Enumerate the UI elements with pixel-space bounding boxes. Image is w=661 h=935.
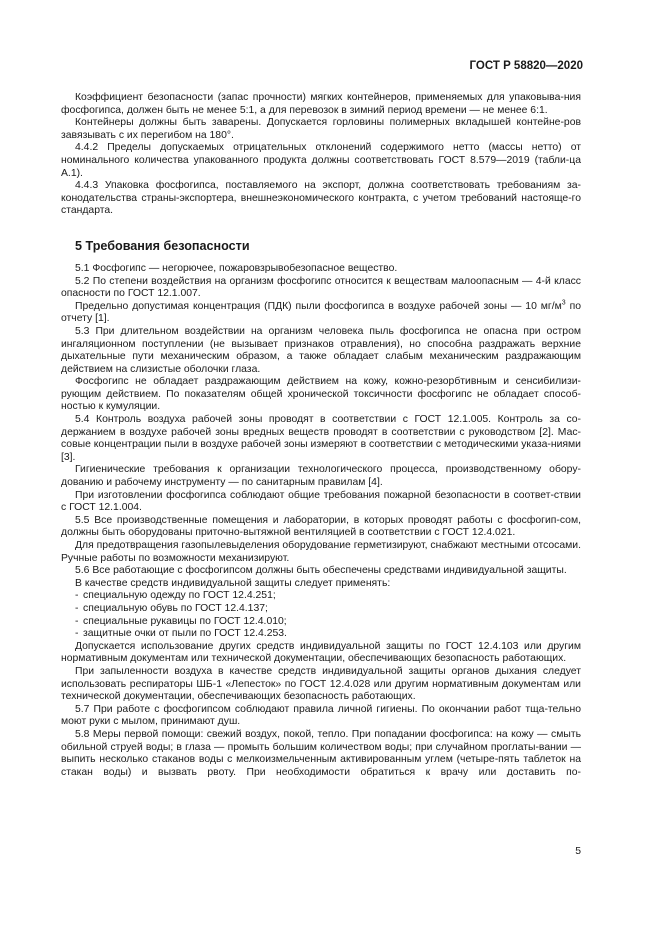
paragraph: Контейнеры должны быть заварены. Допускается горловины полимерных вкладышей контейне-ров завязывать с их перегибом на 180°.	[61, 117, 581, 141]
paragraph: 5.4 Контроль воздуха рабочей зоны проводят в соответствии с ГОСТ 12.1.005. Контроль за со-держанием в воздухе рабочей зоны вредных веществ проводят в соответствии с руководством [2]. Мас-совые концентрации пыли в воздухе рабочей зоны измеряют в соответствии с методическими указа-ниями [3].	[61, 414, 581, 463]
paragraph: Гигиенические требования к организации технологического процесса, производственному обору-дованию и рабочему инструменту — по санитарным правилам [4].	[61, 464, 581, 489]
paragraph: 5.1 Фосфогипс — негорючее, пожаровзрывобезопасное вещество.	[75, 262, 398, 274]
paragraph-pdk	[61, 301, 581, 326]
paragraph: 4.4.3 Упаковка фосфогипса, поставляемого на экспорт, должна соответствовать требованиям за-конодательства страны-экспортера, внешнеэкономического контракта, с учетом требований настояще-го стандарта.	[61, 180, 581, 217]
paragraph: Для предотвращения газопылевыделения оборудование герметизируют, снабжают местными отсосами. Ручные работы по возможности механизируют.	[61, 540, 581, 564]
paragraph: Фосфогипс не обладает раздражающим действием на кожу, кожно-резорбтивным и сенсибилизи-рующим действием. По показателям общей хронической токсичности фосфогипс не обладает способ-ностью к кумуляции.	[61, 376, 581, 413]
page-number: 5	[575, 846, 581, 857]
list-dash: -	[75, 590, 79, 602]
list-item	[61, 628, 581, 641]
paragraph: При изготовлении фосфогипса соблюдают общие требования пожарной безопасности в соответ-ствии с ГОСТ 12.1.004.	[61, 489, 581, 514]
paragraph: Допускается использование других средств индивидуальной защиты по ГОСТ 12.4.103 или другим нормативным документам или технической документации, обеспечивающих безопасность работающих.	[61, 640, 581, 665]
standard-header: ГОСТ Р 58820—2020	[469, 60, 583, 72]
list-item	[61, 616, 581, 629]
list-dash: -	[75, 615, 79, 627]
list-item-text: защитные очки от пыли по ГОСТ 12.4.253.	[83, 628, 287, 640]
paragraph: 5.6 Все работающие с фосфогипсом должны быть обеспечены средствами индивидуальной защиты.	[75, 565, 567, 577]
document-body	[61, 92, 581, 779]
paragraph: В качестве средств индивидуальной защиты следует применять:	[75, 577, 391, 589]
list-item-text: специальные рукавицы по ГОСТ 12.4.010;	[83, 615, 287, 627]
paragraph: 4.4.2 Пределы допускаемых отрицательных отклонений содержимого нетто (массы нетто) от номинального количества упакованного продукта должны соответствовать ГОСТ 8.579—2019 (табли-ца А.1).	[61, 142, 581, 179]
list-item	[61, 590, 581, 603]
paragraph: 5.7 При работе с фосфогипсом соблюдают правила личной гигиены. По окончании работ тща-тельно моют руки с мылом, принимают душ.	[61, 703, 581, 728]
paragraph: 5.8 Меры первой помощи: свежий воздух, покой, тепло. При попадании фосфогипса: на кожу — смыть обильной струей воды; в глаза — промыть большим количеством воды; при случайном проглаты-вании — выпить несколько стаканов воды с мелкоизмельченным активированным углем (четыре-пять таблеток на стакан воды) и вызвать рвоту. При необходимости обратиться к врачу или доставить по-	[61, 728, 581, 778]
paragraph: Коэффициент безопасности (запас прочности) мягких контейнеров, применяемых для упаковыва-ния фосфогипса, должен быть не менее 5:1, а для перевозок в зимний период времени — не менее 6:1.	[61, 92, 581, 116]
paragraph: 5.5 Все производственные помещения и лаборатории, в которых проводят работы с фосфогип-сом, должны быть оборудованы приточно-вытяжной вентиляцией в соответствии с ГОСТ 12.4.021.	[61, 514, 581, 539]
paragraph: 5.2 По степени воздействия на организм фосфогипс относится к веществам малоопасным — 4-й класс опасности по ГОСТ 12.1.007.	[61, 275, 581, 300]
section-title: 5 Требования безопасности	[75, 238, 250, 253]
list-item	[61, 603, 581, 616]
paragraph: При запыленности воздуха в качестве средств индивидуальной защиты органов дыхания следует использовать респираторы ШБ-1 «Лепесток» по ГОСТ 12.4.028 или другим нормативным документам или технической документации, обеспечивающих безопасность работающих.	[61, 665, 581, 703]
pdk-text: Предельно допустимая концентрация (ПДК) пыли фосфогипса в воздухе рабочей зоны — 10 мг/м	[75, 300, 562, 312]
list-item-text: специальную одежду по ГОСТ 12.4.251;	[83, 590, 276, 602]
pdk-unit-exponent: 3	[561, 299, 566, 307]
list-item-text: специальную обувь по ГОСТ 12.4.137;	[83, 602, 268, 614]
list-dash: -	[75, 602, 79, 614]
list-dash: -	[75, 628, 79, 640]
paragraph: 5.3 При длительном воздействии на организм человека пыль фосфогипса не опасна при остром ингаляционном поступлении (не вызывает признаков отравления), но способна раздражать верхние дыхательные пути механическим образом, а также обладает слабым механическим раздражающим действием на слизистые оболочки глаза.	[61, 325, 581, 375]
pdk-suffix: по отчету [1].	[61, 300, 581, 325]
